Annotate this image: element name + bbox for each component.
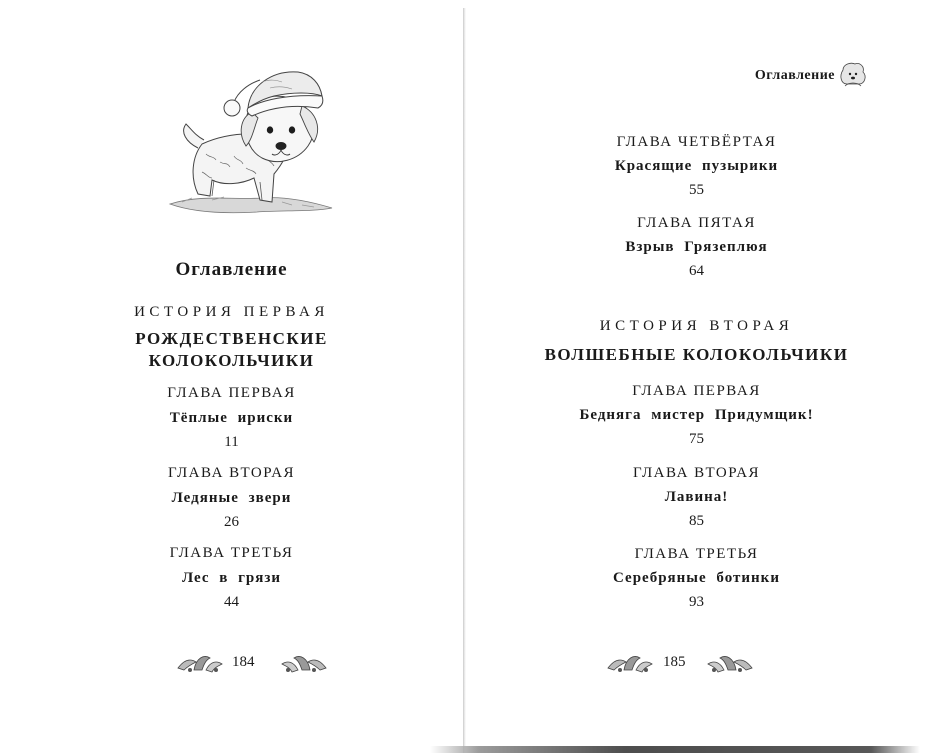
chapter-page-number: 75 <box>689 431 704 447</box>
chapter-label: ГЛАВА ПЕРВАЯ <box>632 383 761 399</box>
floral-ornament-icon <box>176 650 224 676</box>
chapter-page-number: 55 <box>689 182 704 198</box>
toc-heading: Оглавление <box>175 259 288 280</box>
story-one-title-line2: КОЛОКОЛЬЧИКИ <box>148 351 315 370</box>
chapter-page-number: 26 <box>224 514 239 530</box>
chapter-label: ГЛАВА ВТОРАЯ <box>167 465 296 481</box>
puppy-illustration <box>162 62 342 232</box>
chapter-title: Ледяные звери <box>171 490 292 506</box>
story-one-label: ИСТОРИЯ ПЕРВАЯ <box>134 304 329 320</box>
right-page <box>466 0 927 753</box>
story-two-title: ВОЛШЕБНЫЕ КОЛОКОЛЬЧИКИ <box>544 345 849 364</box>
chapter-title: Бедняга мистер Придумщик! <box>579 407 814 423</box>
chapter-label: ГЛАВА ЧЕТВЁРТАЯ <box>616 134 777 150</box>
chapter-label: ГЛАВА ТРЕТЬЯ <box>634 546 759 562</box>
chapter-page-number: 93 <box>689 594 704 610</box>
chapter-page-number: 11 <box>224 434 239 450</box>
chapter-page-number: 44 <box>224 594 239 610</box>
floral-ornament-icon <box>280 650 328 676</box>
running-head: Оглавление <box>754 68 835 83</box>
left-page <box>0 0 463 753</box>
chapter-title: Взрыв Грязеплюя <box>625 239 768 255</box>
chapter-label: ГЛАВА ТРЕТЬЯ <box>169 545 294 561</box>
page-number-left: 184 <box>232 654 255 670</box>
floral-ornament-icon <box>706 650 754 676</box>
chapter-label: ГЛАВА ПЯТАЯ <box>637 215 756 231</box>
chapter-title: Лес в грязи <box>181 570 282 586</box>
page-number-right: 185 <box>663 654 686 670</box>
chapter-page-number: 64 <box>689 263 704 279</box>
floral-ornament-icon <box>606 650 654 676</box>
chapter-title: Красящие пузырики <box>614 158 779 174</box>
page-edge-shadow <box>430 746 920 753</box>
story-two-label: ИСТОРИЯ ВТОРАЯ <box>599 318 794 334</box>
chapter-label: ГЛАВА ПЕРВАЯ <box>167 385 296 401</box>
story-one-title-line1: РОЖДЕСТВЕНСКИЕ <box>135 329 328 348</box>
chapter-label: ГЛАВА ВТОРАЯ <box>632 465 761 481</box>
chapter-page-number: 85 <box>689 513 704 529</box>
chapter-title: Тёплые ириски <box>169 410 294 426</box>
chapter-title: Лавина! <box>664 489 729 505</box>
chapter-title: Серебряные ботинки <box>613 570 780 586</box>
puppy-icon <box>837 60 869 90</box>
